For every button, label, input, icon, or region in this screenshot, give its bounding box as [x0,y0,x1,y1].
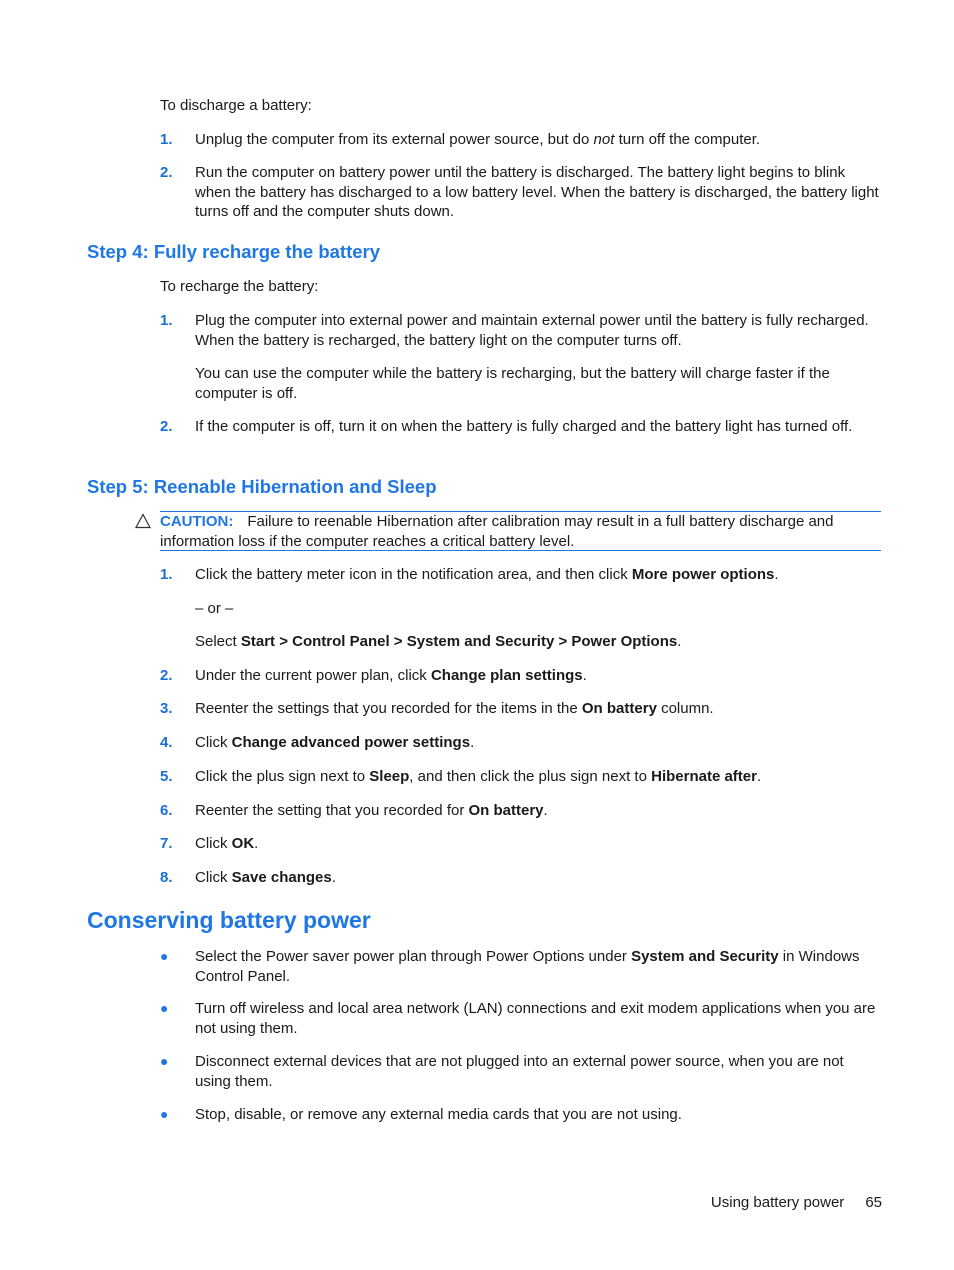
step-number: 2. [160,667,173,684]
step-number: 2. [160,418,173,435]
step5-item-2: 2. Under the current power plan, click Change plan settings. [160,667,587,684]
step5-item-4: 4. Click Change advanced power settings. [160,734,475,751]
step5-item-5: 5. Click the plus sign next to Sleep, and then click the plus sign next to Hibernate after. [160,768,762,785]
step4-item-1: 1. Plug the computer into external power and maintain external power until the battery is fully recharged. When the battery is recharged, the battery light on the computer turns off. [160,312,869,349]
discharge-intro: To discharge a battery: [160,97,312,114]
step5-item-7: 7. Click OK. [160,835,259,852]
step4-item-1-note: You can use the computer while the battery is recharging, but the battery will charge faster if the computer is off. [195,365,830,402]
bullet-icon: ● [160,1000,169,1016]
step-number: 6. [160,802,173,819]
caution-text: Failure to reenable Hibernation after calibration may result in a full battery discharge and information loss if the computer reaches a critical battery level. [160,513,834,550]
bullet-icon: ● [160,948,169,964]
caution-box [160,511,881,551]
conserving-bullet-3: ● Disconnect external devices that are not plugged into an external power source, when you are not using them. [160,1053,844,1090]
bullet-icon: ● [160,1053,169,1069]
step5-item-6: 6. Reenter the setting that you recorded for On battery. [160,802,548,819]
caution-text-block [160,512,881,551]
page-number: 65 [865,1194,882,1211]
step-number: 8. [160,869,173,886]
discharge-step-2: 2. Run the computer on battery power until the battery is discharged. The battery light begins to blink when the battery has discharged to a low battery level. When the battery is discharged, the battery light turns off and the computer shuts down. [160,164,879,220]
caution-label: CAUTION: [160,513,234,530]
page-footer [711,1193,882,1213]
step-number: 1. [160,566,173,583]
step-number: 4. [160,734,173,751]
footer-section: Using battery power [710,1194,845,1211]
caution-icon [135,513,151,529]
step-number: 1. [160,312,173,329]
step5-item-8: 8. Click Save changes. [160,869,336,886]
discharge-step-1: 1. Unplug the computer from its external power source, but do not turn off the computer. [160,131,761,148]
conserving-bullet-2: ● Turn off wireless and local area network (LAN) connections and exit modem applications when you are not using them. [160,1000,876,1037]
step5-heading: Step 5: Reenable Hibernation and Sleep [87,476,437,497]
step-number: 1. [160,131,173,148]
conserving-bullet-4: ● Stop, disable, or remove any external media cards that you are not using. [160,1106,682,1123]
step5-item-3: 3. Reenter the settings that you recorded for the items in the On battery column. [160,700,714,717]
conserving-bullet-1: ● Select the Power saver power plan through Power Options under System and Security in Windows Control Panel. [160,948,860,985]
step-number: 7. [160,835,173,852]
step5-item-1-alt: Select Start > Control Panel > System and Security > Power Options. [195,633,682,650]
step-number: 3. [160,700,173,717]
bullet-icon: ● [160,1106,169,1122]
step-number: 2. [160,164,173,181]
step5-item-1: 1. Click the battery meter icon in the notification area, and then click More power options. [160,566,779,583]
step4-intro: To recharge the battery: [160,278,319,295]
step4-heading: Step 4: Fully recharge the battery [87,241,381,262]
step-number: 5. [160,768,173,785]
conserving-heading: Conserving battery power [87,907,371,933]
step5-item-1-or: – or – [195,600,234,617]
step4-item-2: 2. If the computer is off, turn it on when the battery is fully charged and the battery light has turned off. [160,418,853,435]
